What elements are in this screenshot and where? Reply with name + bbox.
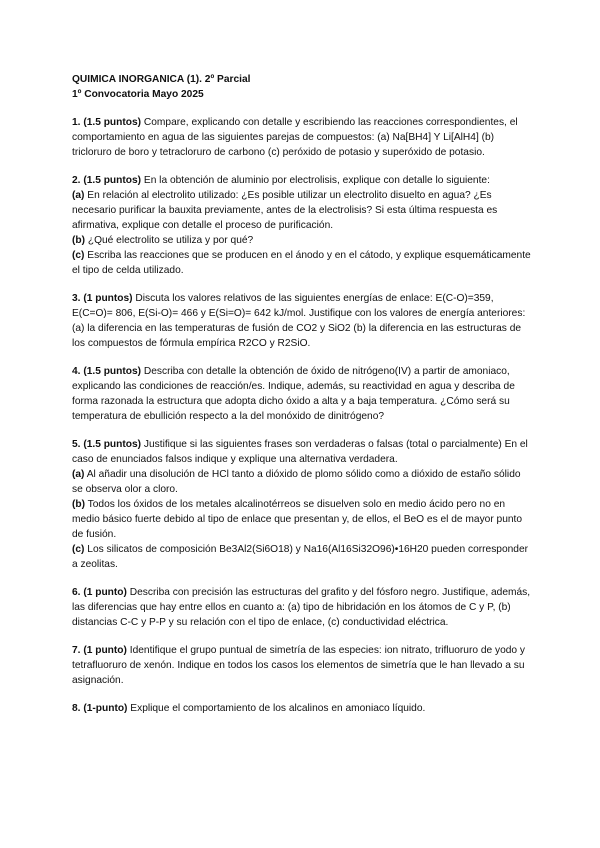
question-6 bbox=[72, 585, 534, 630]
question-2b-text: ¿Qué electrolito se utiliza y por qué? bbox=[85, 235, 254, 246]
question-2c-label: (c) bbox=[72, 250, 85, 261]
question-5b-label: (b) bbox=[72, 499, 86, 510]
question-5 bbox=[72, 437, 534, 572]
question-5b-text: Todos los óxidos de los metales alcalinotérreos se disuelven solo en medio ácido pero no en medio básico fuerte debido al tipo de enlace que presentan y, de ellos, el BeO es el de mayor punto de fusión. bbox=[72, 499, 523, 540]
question-1-head: 1. (1.5 puntos) bbox=[72, 117, 142, 128]
question-4-text: Describa con detalle la obtención de óxido de nitrógeno(IV) a partir de amoniaco, explicando las condiciones de reacción/es. Indique, además, su reactividad en agua y describa de forma razonada la estructura que adopta dicho óxido a alta y a baja temperatura. ¿Cómo será su temperatura de ebullición respecto a la del monóxido de dinitrógeno? bbox=[72, 366, 515, 422]
exam-page bbox=[72, 72, 534, 716]
question-2-head: 2. (1.5 puntos) bbox=[72, 175, 142, 186]
question-5c-label: (c) bbox=[72, 544, 85, 555]
question-6-text: Describa con precisión las estructuras del grafito y del fósforo negro. Justifique, además, las diferencias que hay entre ellos en cuanto a: (a) tipo de hibridación en los átomos de C y P, (b) distancias C-C y P-P y su relación con el tipo de enlace, (c) conductividad eléctrica. bbox=[72, 587, 531, 628]
question-8 bbox=[72, 701, 534, 716]
question-5-text: Justifique si las siguientes frases son verdaderas o falsas (total o parcialmente) En el caso de enunciados falsos indique y explique una alternativa verdadera. bbox=[72, 439, 528, 465]
question-6-head: 6. (1 punto) bbox=[72, 587, 127, 598]
question-7-text: Identifique el grupo puntual de simetría de las especies: ion nitrato, trifluoruro de yodo y tetrafluoruro de xenón. Indique en todos los casos los elementos de simetría que le han llevado a su asignación. bbox=[72, 645, 526, 686]
course-title: QUIMICA INORGANICA (1). 2º Parcial bbox=[72, 74, 251, 85]
exam-title bbox=[72, 72, 534, 102]
question-8-text: Explique el comportamiento de los alcalinos en amoniaco líquido. bbox=[127, 703, 426, 714]
question-1-text: Compare, explicando con detalle y escribiendo las reacciones correspondientes, el comportamiento en agua de las siguientes parejas de compuestos: (a) Na[BH4] Y Li[AlH4] (b) tricloruro de boro y tetracloruro de carbono (c) peróxido de potasio y superóxido de potasio. bbox=[72, 117, 518, 158]
question-2a-label: (a) bbox=[72, 190, 85, 201]
question-5a-text: Al añadir una disolución de HCl tanto a dióxido de plomo sólido como a dióxido de estaño sólido se observa olor a cloro. bbox=[72, 469, 521, 495]
question-3-text: Discuta los valores relativos de las siguientes energías de enlace: E(C-O)=359, E(C=O)= 806, E(Si-O)= 466 y E(Si=O)= 642 kJ/mol. Justifique con los valores de energía anteriores: (a) la diferencia en las temperaturas de fusión de CO2 y SiO2 (b) la diferencia en las estructuras de los compuestos de fórmula empírica R2CO y R2SiO. bbox=[72, 293, 526, 349]
question-5c-text: Los silicatos de composición Be3Al2(Si6O18) y Na16(Al16Si32O96)•16H20 pueden corresponder a zeolitas. bbox=[72, 544, 529, 570]
question-7-head: 7. (1 punto) bbox=[72, 645, 127, 656]
question-2a-text: En relación al electrolito utilizado: ¿Es posible utilizar un electrolito disuelto en agua? ¿Es necesario purificar la bauxita previamente, antes de la electrolisis? Si esta última respuesta es afirmativa, explique con detalle el proceso de purificación. bbox=[72, 190, 498, 231]
question-3-head: 3. (1 puntos) bbox=[72, 293, 133, 304]
question-3 bbox=[72, 291, 534, 351]
question-2-text: En la obtención de aluminio por electrolisis, explique con detalle lo siguiente: bbox=[141, 175, 490, 186]
question-2 bbox=[72, 173, 534, 278]
question-5a-label: (a) bbox=[72, 469, 85, 480]
question-2b-label: (b) bbox=[72, 235, 86, 246]
question-7 bbox=[72, 643, 534, 688]
question-4-head: 4. (1.5 puntos) bbox=[72, 366, 142, 377]
question-2c-text: Escriba las reacciones que se producen en el ánodo y en el cátodo, y explique esquemáticamente el tipo de celda utilizado. bbox=[72, 250, 531, 276]
question-8-head: 8. (1-punto) bbox=[72, 703, 128, 714]
exam-session: 1º Convocatoria Mayo 2025 bbox=[72, 89, 204, 100]
question-4 bbox=[72, 364, 534, 424]
question-5-head: 5. (1.5 puntos) bbox=[72, 439, 142, 450]
question-1 bbox=[72, 115, 534, 160]
